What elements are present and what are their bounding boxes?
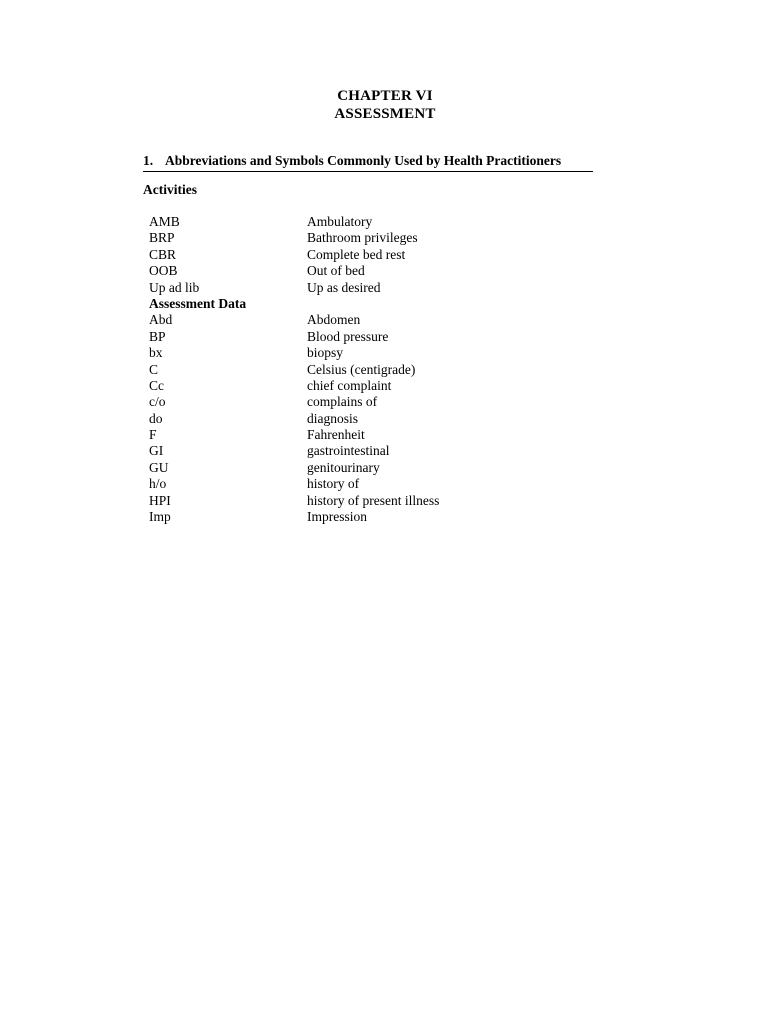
abbreviation: F <box>149 427 157 443</box>
meaning: Out of bed <box>307 263 365 279</box>
table-row <box>149 345 599 361</box>
abbreviation: AMB <box>149 214 180 229</box>
table-row <box>149 312 599 328</box>
table-row <box>149 329 599 345</box>
table-row <box>149 263 599 279</box>
section-number: 1. <box>143 153 154 168</box>
meaning: Up as desired <box>307 279 381 295</box>
abbreviation: BRP <box>149 230 175 246</box>
abbreviation: GU <box>149 459 169 475</box>
abbreviation: CBR <box>149 246 177 262</box>
abbreviation: C <box>149 361 159 377</box>
table-row <box>149 280 599 296</box>
meaning: gastrointestinal <box>307 443 390 459</box>
chapter-number: CHAPTER VI <box>337 88 433 104</box>
table-row <box>149 493 599 509</box>
abbreviation: OOB <box>149 263 178 279</box>
meaning: Fahrenheit <box>307 427 365 443</box>
meaning: history of present illness <box>307 492 440 508</box>
meaning: Bathroom privileges <box>307 230 418 246</box>
table-row <box>149 411 599 427</box>
meaning: Abdomen <box>307 312 361 328</box>
abbreviation: Cc <box>149 377 164 393</box>
section-heading <box>143 153 593 172</box>
abbreviation: HPI <box>149 492 171 508</box>
meaning: Impression <box>307 509 367 525</box>
assessment-data-heading: Assessment Data <box>149 295 247 311</box>
table-row <box>149 378 599 394</box>
meaning: Ambulatory <box>307 214 373 229</box>
table-row <box>149 247 599 263</box>
abbreviation: Abd <box>149 312 173 328</box>
abbreviation-table <box>149 214 599 525</box>
table-row <box>149 476 599 492</box>
chapter-name: ASSESSMENT <box>334 106 436 122</box>
table-row <box>149 394 599 410</box>
abbreviation: Imp <box>149 509 171 525</box>
activities-heading: Activities <box>143 182 197 197</box>
abbreviation: GI <box>149 443 164 459</box>
meaning: chief complaint <box>307 377 392 393</box>
table-row <box>149 362 599 378</box>
table-row <box>149 509 599 525</box>
meaning: biopsy <box>307 345 344 361</box>
abbreviation: c/o <box>149 394 166 410</box>
abbreviation: do <box>149 410 163 426</box>
abbreviation: h/o <box>149 476 167 492</box>
section-title: Abbreviations and Symbols Commonly Used by Health Practitioners <box>165 153 562 168</box>
abbreviation: Up ad lib <box>149 279 200 295</box>
group-heading-row <box>149 296 599 312</box>
meaning: genitourinary <box>307 459 380 475</box>
abbreviation: BP <box>149 328 166 344</box>
meaning: history of <box>307 476 360 492</box>
meaning: Complete bed rest <box>307 246 406 262</box>
meaning: Blood pressure <box>307 328 389 344</box>
table-row <box>149 443 599 459</box>
meaning: Celsius (centigrade) <box>307 361 416 377</box>
table-row <box>149 214 599 230</box>
table-row <box>149 230 599 246</box>
chapter-title <box>0 87 768 123</box>
table-row <box>149 460 599 476</box>
table-row <box>149 427 599 443</box>
meaning: complains of <box>307 394 378 410</box>
meaning: diagnosis <box>307 410 359 426</box>
abbreviation: bx <box>149 345 163 361</box>
